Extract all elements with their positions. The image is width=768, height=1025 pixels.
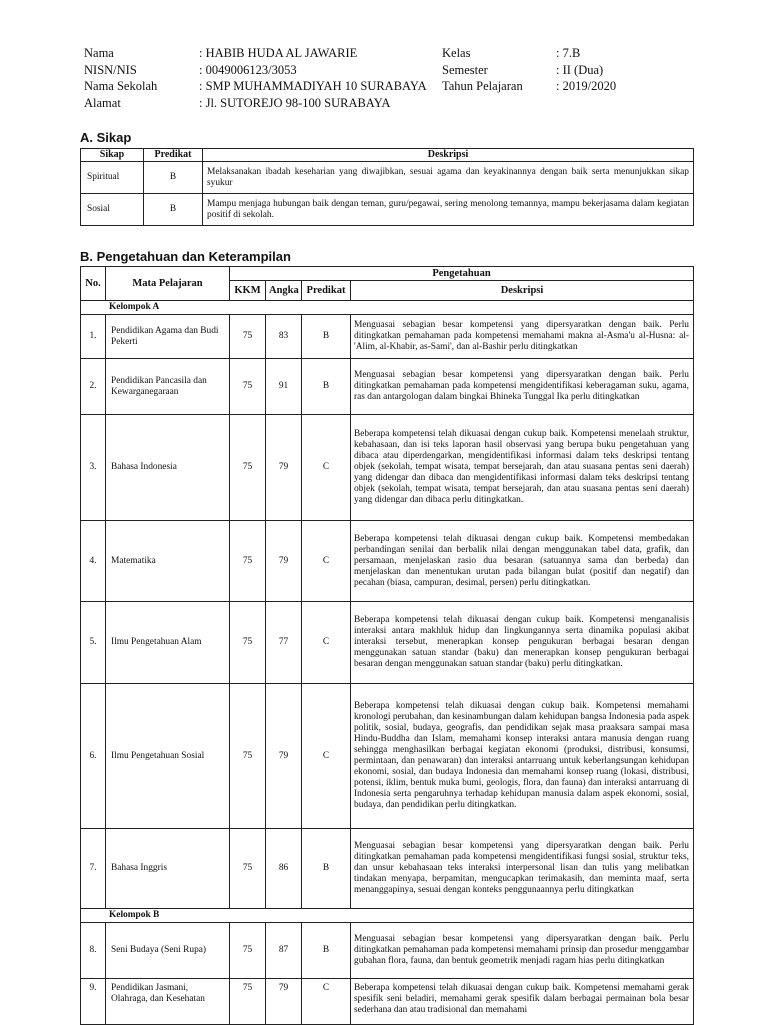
sikap-header-sikap: Sikap [81, 149, 144, 162]
sikap-table [80, 148, 694, 226]
row-no: 2. [81, 359, 106, 415]
sikap-predikat: B [144, 162, 203, 194]
info-row-3 [84, 78, 704, 95]
row-angka: 77 [266, 602, 302, 684]
address-value: : Jl. SUTOREJO 98-100 SURABAYA [199, 95, 391, 110]
address-label: Alamat [84, 95, 121, 110]
row-no: 4. [81, 521, 106, 602]
nisn-label: NISN/NIS [84, 62, 137, 77]
subject-row [81, 979, 694, 1025]
row-angka: 79 [266, 415, 302, 521]
pengetahuan-table [80, 266, 694, 1025]
info-row-2 [84, 62, 704, 79]
row-kkm: 75 [230, 979, 266, 1025]
row-subject: Bahasa Indonesia [106, 415, 230, 521]
row-kkm: 75 [230, 829, 266, 909]
section-title-sikap: A. Sikap [80, 130, 132, 145]
subject-row [81, 684, 694, 829]
row-predikat: B [302, 315, 351, 359]
row-kkm: 75 [230, 415, 266, 521]
sikap-name: Spiritual [81, 162, 144, 194]
row-desc: Beberapa kompetensi telah dikuasai dengan cukup baik. Kompetensi menelaah struktur, kebahasaan, dan isi teks laporan hasil observasi yang berupa buku pengetahuan yang dibaca atau diperdengarkan, mengidentifikasi informasi dalam teks deskripsi tentang objek (sekolah, tempat wisata, tempat bersejarah, dan atau suasana pentas seni daerah) yang didengar dan dibaca dan mengidentifikasi informasi dalam teks deskripsi tentang objek (sekolah, tempat wisata, tempat bersejarah, dan atau suasana pentas seni daerah) yang didengar dan dibaca perlu ditingkatkan. [351, 415, 694, 521]
year-label: Tahun Pelajaran [442, 79, 523, 93]
subject-row [81, 923, 694, 979]
row-subject: Bahasa Inggris [106, 829, 230, 909]
header-pengetahuan: Pengetahuan [230, 267, 694, 281]
info-row-1 [84, 45, 704, 62]
sikap-name: Sosial [81, 194, 144, 226]
row-desc: Menguasai sebagian besar kompetensi yang dipersyaratkan dengan baik. Perlu ditingkatkan pemahaman pada kompetensi mengidentifikasi fungsi sosial, struktur teks, dan unsur kebahasaan teks interaksi interpersonal lisan dan tulis yang melibatkan tindakan menyapa, berpamitan, mengucapkan terimakasih, dan meminta maaf, serta menanggapinya, sesuai dengan konteks penggunaannya perlu ditingkatkan [351, 829, 694, 909]
sikap-desc: Melaksanakan ibadah keseharian yang diwajibkan, sesuai agama dan keyakinannya dengan baik serta menunjukkan sikap syukur [203, 162, 694, 194]
row-kkm: 75 [230, 315, 266, 359]
row-predikat: B [302, 923, 351, 979]
row-kkm: 75 [230, 359, 266, 415]
pengetahuan-header-row-1 [81, 267, 694, 281]
group-row-a [81, 301, 694, 315]
row-no: 1. [81, 315, 106, 359]
header-deskripsi: Deskripsi [351, 281, 694, 301]
row-subject: Pendidikan Pancasila dan Kewarganegaraan [106, 359, 230, 415]
row-predikat: C [302, 415, 351, 521]
row-no: 8. [81, 923, 106, 979]
row-predikat: C [302, 521, 351, 602]
sikap-header-predikat: Predikat [144, 149, 203, 162]
row-kkm: 75 [230, 521, 266, 602]
sikap-desc: Mampu menjaga hubungan baik dengan teman, guru/pegawai, sering menolong temannya, mampu bekerjasama dalam kegiatan positif di sekolah. [203, 194, 694, 226]
row-predikat: C [302, 979, 351, 1025]
row-subject: Ilmu Pengetahuan Alam [106, 602, 230, 684]
row-desc: Beberapa kompetensi telah dikuasai dengan cukup baik. Kompetensi memahami gerak spesifik seni beladiri, memahami gerak spesifik dalam berbagai permainan bola besar sederhana dan atau tradisional dan memahami [351, 979, 694, 1025]
row-predikat: C [302, 684, 351, 829]
semester-label: Semester [442, 62, 488, 77]
info-row-4 [84, 95, 704, 112]
section-title-pengetahuan: B. Pengetahuan dan Keterampilan [80, 249, 291, 264]
row-kkm: 75 [230, 923, 266, 979]
sikap-header-deskripsi: Deskripsi [203, 149, 694, 162]
row-subject: Ilmu Pengetahuan Sosial [106, 684, 230, 829]
row-angka: 91 [266, 359, 302, 415]
subject-row [81, 315, 694, 359]
group-row-b [81, 909, 694, 923]
nisn-value: : 0049006123/3053 [199, 62, 297, 77]
row-desc: Menguasai sebagian besar kompetensi yang dipersyaratkan dengan baik. Perlu ditingkatkan pemahaman pada kompetensi memahami makna al-Asma'u al-Husna: al-'Alim, al-Khabir, as-Sami', dan al-Bashir perlu ditingkatkan [351, 315, 694, 359]
row-angka: 86 [266, 829, 302, 909]
row-angka: 79 [266, 521, 302, 602]
row-angka: 83 [266, 315, 302, 359]
header-no: No. [81, 267, 106, 301]
header-kkm: KKM [230, 281, 266, 301]
group-label-b: Kelompok B [81, 909, 694, 923]
class-value: : 7.B [556, 46, 581, 60]
semester-value: : II (Dua) [556, 62, 604, 77]
row-no: 3. [81, 415, 106, 521]
year-value: : 2019/2020 [556, 79, 617, 93]
row-predikat: C [302, 602, 351, 684]
row-kkm: 75 [230, 602, 266, 684]
row-predikat: B [302, 829, 351, 909]
row-angka: 79 [266, 979, 302, 1025]
row-no: 7. [81, 829, 106, 909]
school-label: Nama Sekolah [84, 79, 158, 93]
subject-row [81, 829, 694, 909]
sikap-header-row [81, 149, 694, 162]
sikap-row [81, 194, 694, 226]
row-desc: Beberapa kompetensi telah dikuasai dengan cukup baik. Kompetensi membedakan perbandingan senilai dan berbalik nilai dengan menggunakan tabel data, grafik, dan persamaan, menjelaskan rasio dua besaran (satuannya sama dan berbeda) dan menjelaskan dan menentukan urutan pada bilangan bulat (positif dan negatif) dan pecahan (biasa, campuran, desimal, persen) perlu ditingkatkan. [351, 521, 694, 602]
row-desc: Beberapa kompetensi telah dikuasai dengan cukup baik. Kompetensi memahami kronologi perubahan, dan kesinambungan dalam kehidupan bangsa Indonesia pada aspek politik, sosial, budaya, geografis, dan pendidikan sejak masa praaksara sampai masa Hindu-Buddha dan Islam, memahami konsep interaksi antara manusia dengan ruang sehingga menghasilkan berbagai kegiatan ekonomi (produksi, distribusi, konsumsi, permintaan, dan penawaran) dan interaksi antarruang untuk keberlangsungan kehidupan ekonomi, sosial, dan budaya Indonesia dan memahami konsep ruang (lokasi, distribusi, potensi, iklim, bentuk muka bumi, geologis, flora, dan fauna) dan interaksi antarruang di Indonesia serta pengaruhnya terhadap kehidupan manusia dalam aspek ekonomi, sosial, budaya, dan pendidikan perlu ditingkatkan. [351, 684, 694, 829]
header-predikat: Predikat [302, 281, 351, 301]
row-kkm: 75 [230, 684, 266, 829]
row-desc: Menguasai sebagian besar kompetensi yang dipersyaratkan dengan baik. Perlu ditingkatkan pemahaman pada kompetensi mengidentifikasi keberagaman suku, agama, ras dan antargologan dalam bingkai Bhineka Tunggal Ika perlu ditingkatkan [351, 359, 694, 415]
row-desc: Menguasai sebagian besar kompetensi yang dipersyaratkan dengan baik. Perlu ditingkatkan pemahaman pada kompetensi memahami prinsip dan prosedur menggambar gubahan flora, fauna, dan bentuk geometrik menjadi ragam hias perlu ditingkatkan [351, 923, 694, 979]
row-desc: Beberapa kompetensi telah dikuasai dengan cukup baik. Kompetensi menganalisis interaksi antara makhluk hidup dan lingkungannya serta dinamika populasi akibat interaksi tersebut, menerapkan konsep pengukuran berbagai besaran dengan menggunakan satuan standar (baku) dan menerapkan konsep pengukuran berbagai besaran dengan menggunakan satuan standar (baku) perlu ditingkatkan. [351, 602, 694, 684]
row-subject: Matematika [106, 521, 230, 602]
row-no: 6. [81, 684, 106, 829]
row-no: 9. [81, 979, 106, 1025]
sikap-predikat: B [144, 194, 203, 226]
subject-row [81, 415, 694, 521]
group-label-a: Kelompok A [81, 301, 694, 315]
school-value: : SMP MUHAMMADIYAH 10 SURABAYA [199, 79, 427, 93]
class-label: Kelas [442, 46, 471, 60]
row-subject: Pendidikan Jasmani, Olahraga, dan Kesehatan [106, 979, 230, 1025]
name-label: Nama [84, 46, 114, 60]
row-subject: Pendidikan Agama dan Budi Pekerti [106, 315, 230, 359]
header-mapel: Mata Pelajaran [106, 267, 230, 301]
student-info [84, 45, 704, 111]
subject-row [81, 602, 694, 684]
row-predikat: B [302, 359, 351, 415]
row-no: 5. [81, 602, 106, 684]
row-subject: Seni Budaya (Seni Rupa) [106, 923, 230, 979]
row-angka: 87 [266, 923, 302, 979]
row-angka: 79 [266, 684, 302, 829]
sikap-row [81, 162, 694, 194]
header-angka: Angka [266, 281, 302, 301]
name-value: : HABIB HUDA AL JAWARIE [199, 46, 358, 60]
subject-row [81, 521, 694, 602]
subject-row [81, 359, 694, 415]
